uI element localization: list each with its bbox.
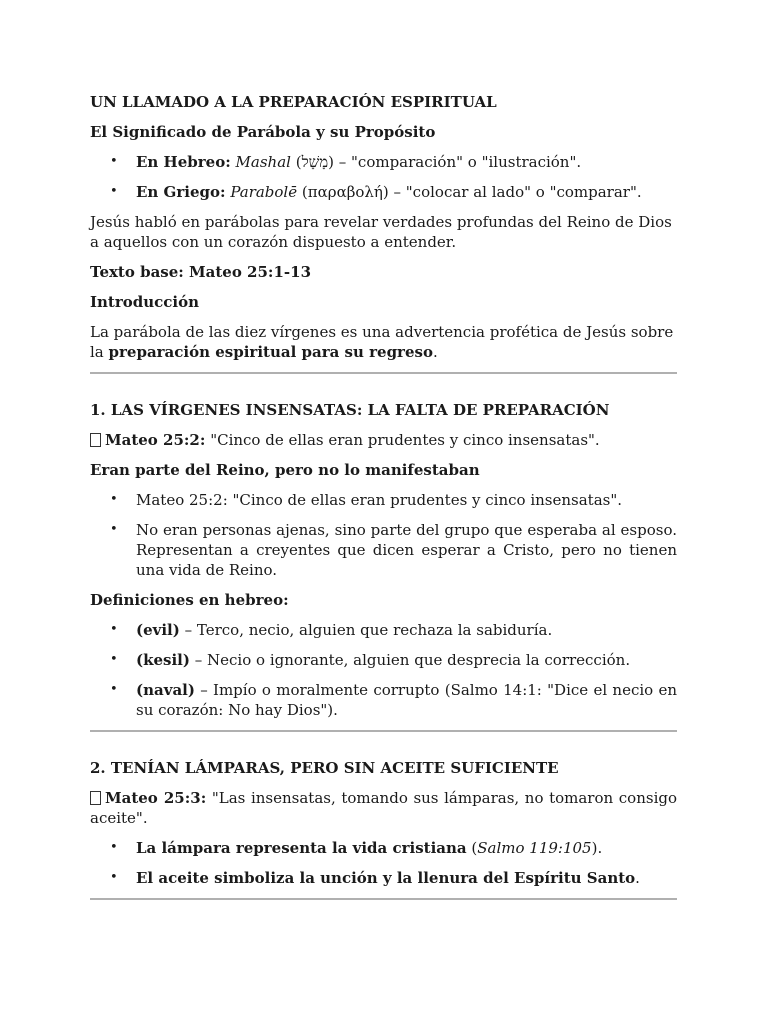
bullet-icon: • <box>110 184 118 199</box>
list-item-greek <box>90 182 677 202</box>
hebrew-label: En Hebreo: <box>136 153 231 171</box>
section2-list <box>90 838 677 888</box>
bullet-icon: • <box>110 870 118 885</box>
section1-verse-text: "Cinco de ellas eran prudentes y cinco insensatas". <box>205 431 600 449</box>
definition-text: – Necio o ignorante, alguien que desprecia la corrección. <box>189 651 631 669</box>
hebrew-meaning: – "comparación" o "ilustración". <box>333 153 582 171</box>
definitions-list <box>90 620 677 720</box>
document-page <box>90 92 677 926</box>
parables-paragraph: Jesús habló en parábolas para revelar verdades profundas del Reino de Dios a aquellos con un corazón dispuesto a entender. <box>90 213 672 251</box>
introduction-paragraph <box>90 322 677 362</box>
section2-verse <box>90 788 677 828</box>
hebrew-original: (מָשָׁל) <box>295 153 334 171</box>
definition-text: – Terco, necio, alguien que rechaza la sabiduría. <box>179 621 553 639</box>
oil-statement: El aceite simboliza la unción y la llenura del Espíritu Santo <box>136 869 636 887</box>
book-icon <box>90 791 101 805</box>
definition-term: (evil) <box>136 621 180 639</box>
greek-meaning: – "colocar al lado" o "comparar". <box>388 183 642 201</box>
etymology-list <box>90 152 677 202</box>
list-item-text: Mateo 25:2: "Cinco de ellas eran prudentes y cinco insensatas". <box>136 491 623 509</box>
bullet-icon: • <box>110 682 118 697</box>
section2-heading: 2. TENÍAN LÁMPARAS, PERO SIN ACEITE SUFICIENTE <box>90 759 559 777</box>
list-item <box>90 520 677 580</box>
section1-verse-ref: Mateo 25:2: <box>105 431 206 449</box>
section1-subheading: Eran parte del Reino, pero no lo manifestaban <box>90 461 480 479</box>
greek-term: Parabolē <box>230 183 298 201</box>
lamp-paren-open: ( <box>466 839 478 857</box>
greek-label: En Griego: <box>136 183 226 201</box>
list-item-hebrew <box>90 152 677 172</box>
section-divider <box>90 730 677 732</box>
definition-term: (naval) <box>136 681 195 699</box>
bullet-icon: • <box>110 840 118 855</box>
intro-text-emphasis: preparación espiritual para su regreso <box>108 343 433 361</box>
section-divider <box>90 372 677 374</box>
intro-text-end: . <box>432 343 438 361</box>
list-item <box>90 490 677 510</box>
section1-list <box>90 490 677 580</box>
bullet-icon: • <box>110 154 118 169</box>
intro-text-start: La parábola de las diez vírgenes es una advertencia profética de Jesús sobre la <box>90 323 674 361</box>
bullet-icon: • <box>110 622 118 637</box>
introduction-heading: Introducción <box>90 293 200 311</box>
base-text: Texto base: Mateo 25:1-13 <box>90 263 312 281</box>
document-title: UN LLAMADO A LA PREPARACIÓN ESPIRITUAL <box>90 93 497 111</box>
definition-item-naval <box>90 680 677 720</box>
section-divider <box>90 898 677 900</box>
section2-verse-ref: Mateo 25:3: <box>105 789 207 807</box>
bullet-icon: • <box>110 652 118 667</box>
lamp-statement: La lámpara representa la vida cristiana <box>136 839 467 857</box>
definition-item-kesil <box>90 650 677 670</box>
section1-verse <box>90 430 677 450</box>
definitions-heading: Definiciones en hebreo: <box>90 591 289 609</box>
section2-verse-text: "Las insensatas, tomando sus lámparas, no tomaron consigo aceite". <box>90 789 677 827</box>
lamp-paren-close: ). <box>591 839 603 857</box>
list-item-oil <box>90 868 677 888</box>
oil-period: . <box>635 869 640 887</box>
lamp-reference: Salmo 119:105 <box>477 839 592 857</box>
bullet-icon: • <box>110 492 118 507</box>
definition-text: – Impío o moralmente corrupto (Salmo 14:1: "Dice el necio en su corazón: No hay Dios"). <box>136 681 677 719</box>
greek-original: (παραβολή) <box>301 183 389 201</box>
section1-heading: 1. LAS VÍRGENES INSENSATAS: LA FALTA DE PREPARACIÓN <box>90 401 610 419</box>
definition-term: (kesil) <box>136 651 190 669</box>
definition-item-evil <box>90 620 677 640</box>
bullet-icon: • <box>110 522 118 537</box>
parable-meaning-heading: El Significado de Parábola y su Propósito <box>90 123 436 141</box>
hebrew-term: Mashal <box>235 153 291 171</box>
book-icon <box>90 433 101 447</box>
list-item-text: No eran personas ajenas, sino parte del grupo que esperaba al esposo. Representan a creyentes que dicen esperar a Cristo, pero no tienen una vida de Reino. <box>136 521 677 579</box>
list-item-lamp <box>90 838 677 858</box>
